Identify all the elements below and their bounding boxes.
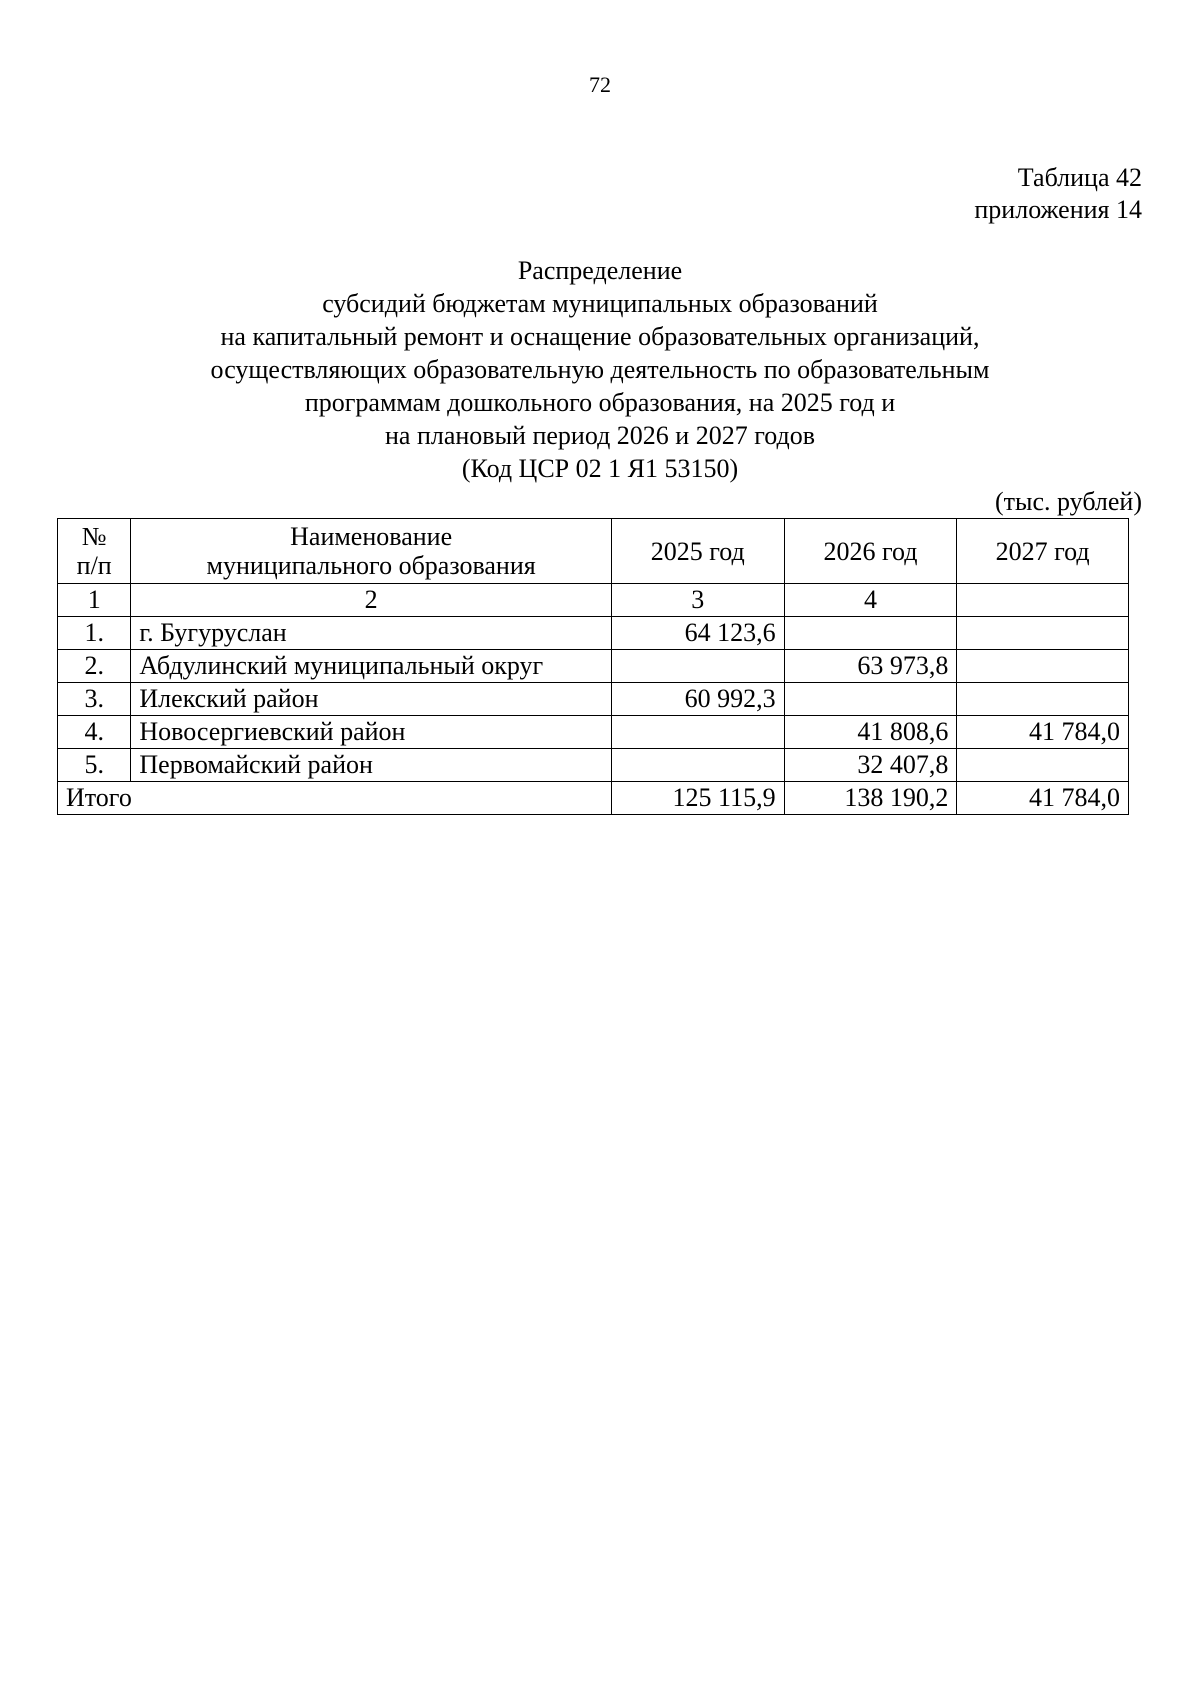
table-reference: [974, 162, 1142, 226]
document-title: [0, 254, 1200, 485]
total-2026: 138 190,2: [784, 782, 957, 815]
column-number-row: [58, 584, 1129, 617]
total-row: [58, 782, 1129, 815]
value-2026: 63 973,8: [784, 650, 957, 683]
header-name-line-1: Наименование: [290, 522, 453, 551]
table-row: [58, 617, 1129, 650]
title-line-4: осуществляющих образовательную деятельность по образовательным: [210, 355, 990, 384]
table-row: [58, 749, 1129, 782]
municipality-name: Илекский район: [131, 683, 611, 716]
municipality-name: Первомайский район: [131, 749, 611, 782]
subsidy-table: [57, 518, 1129, 815]
row-number: 3.: [58, 683, 131, 716]
header-2026: 2026 год: [784, 519, 957, 584]
header-number: [58, 519, 131, 584]
title-line-2: субсидий бюджетам муниципальных образований: [322, 289, 878, 318]
column-number: 1: [58, 584, 131, 617]
header-2025: 2025 год: [611, 519, 784, 584]
header-number-line-2: п/п: [76, 551, 112, 580]
table-row: [58, 650, 1129, 683]
table-header-row: [58, 519, 1129, 584]
value-2027: [957, 749, 1129, 782]
column-number: [957, 584, 1129, 617]
total-label: Итого: [58, 782, 612, 815]
title-line-1: Распределение: [517, 256, 683, 285]
value-2026: 41 808,6: [784, 716, 957, 749]
column-number: 4: [784, 584, 957, 617]
page-number: 72: [589, 72, 611, 97]
municipality-name: Абдулинский муниципальный округ: [131, 650, 611, 683]
row-number: 5.: [58, 749, 131, 782]
value-2026: [784, 683, 957, 716]
table-row: [58, 716, 1129, 749]
row-number: 1.: [58, 617, 131, 650]
value-2026: [784, 617, 957, 650]
total-2025: 125 115,9: [611, 782, 784, 815]
value-2027: 41 784,0: [957, 716, 1129, 749]
header-number-line-1: №: [81, 522, 107, 551]
value-2027: [957, 617, 1129, 650]
column-number: 3: [611, 584, 784, 617]
value-2026: 32 407,8: [784, 749, 957, 782]
header-2027: 2027 год: [957, 519, 1129, 584]
value-2027: [957, 683, 1129, 716]
value-2025: [611, 749, 784, 782]
row-number: 4.: [58, 716, 131, 749]
title-line-5: программам дошкольного образования, на 2025 год и: [304, 388, 896, 417]
header-name: [131, 519, 611, 584]
value-2025: 60 992,3: [611, 683, 784, 716]
units-label: (тыс. рублей): [994, 487, 1142, 516]
row-number: 2.: [58, 650, 131, 683]
total-2027: 41 784,0: [957, 782, 1129, 815]
value-2025: [611, 716, 784, 749]
table-ref-line-2: приложения 14: [974, 195, 1142, 224]
title-line-7: (Код ЦСР 02 1 Я1 53150): [461, 454, 739, 483]
table-ref-line-1: Таблица 42: [1017, 163, 1142, 192]
header-name-line-2: муниципального образования: [206, 551, 536, 580]
title-line-3: на капитальный ремонт и оснащение образовательных организаций,: [220, 322, 980, 351]
title-line-6: на плановый период 2026 и 2027 годов: [385, 421, 815, 450]
value-2025: [611, 650, 784, 683]
municipality-name: г. Бугуруслан: [131, 617, 611, 650]
municipality-name: Новосергиевский район: [131, 716, 611, 749]
value-2025: 64 123,6: [611, 617, 784, 650]
column-number: 2: [131, 584, 611, 617]
table-row: [58, 683, 1129, 716]
value-2027: [957, 650, 1129, 683]
